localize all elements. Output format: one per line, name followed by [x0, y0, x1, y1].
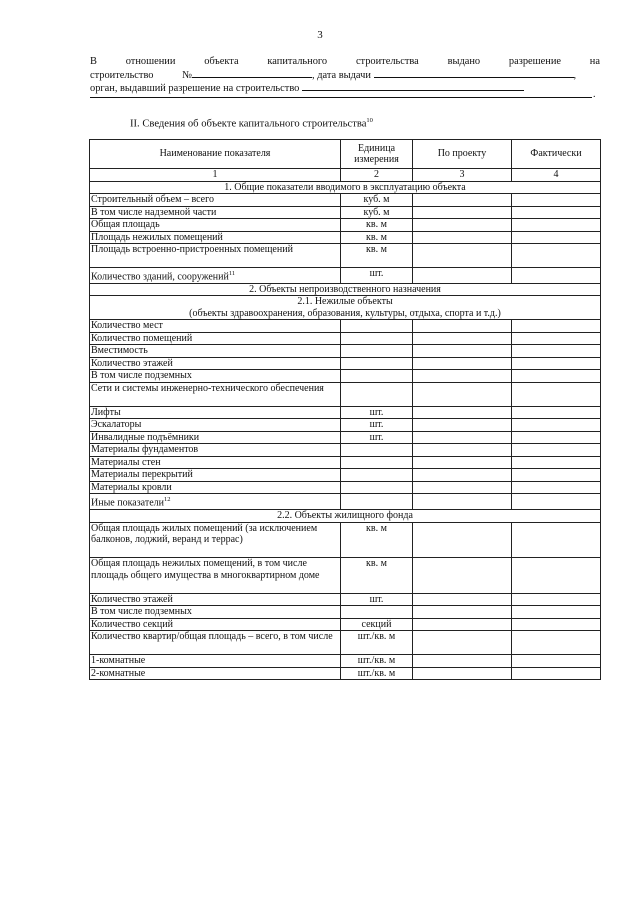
table-row [90, 194, 601, 207]
name-cell [90, 370, 341, 383]
unit-cell [341, 345, 413, 358]
actual-value-cell [512, 494, 601, 510]
header-cell: Единица измерения [341, 140, 413, 169]
name-cell [90, 206, 341, 219]
header-cell: По проекту [413, 140, 512, 169]
indicator-name: Количество этажей [91, 593, 173, 605]
unit-cell [341, 231, 413, 244]
name-cell [90, 606, 341, 619]
actual-value-cell [512, 332, 601, 345]
table-row [90, 370, 601, 383]
actual-value-cell [512, 456, 601, 469]
project-value-cell [413, 606, 512, 619]
project-value-cell [413, 431, 512, 444]
unit-cell [341, 469, 413, 482]
group-title: 1. Общие показатели вводимого в эксплуатацию объекта [90, 181, 601, 194]
indicator-name: Количество мест [91, 320, 163, 332]
footnote-ref: 10 [366, 117, 373, 124]
intro-word: объекта [204, 56, 239, 67]
project-value-cell [413, 406, 512, 419]
actual-value-cell [512, 382, 601, 406]
table-row [90, 469, 601, 482]
group-title: 2.2. Объекты жилищного фонда [90, 510, 601, 523]
permit-number-blank [192, 68, 312, 78]
unit-cell [341, 382, 413, 406]
indicator-name: Сети и системы инженерно-технического обеспечения [91, 382, 324, 394]
indicator-name: Материалы стен [91, 456, 161, 468]
table-header-row [90, 140, 601, 169]
project-value-cell [413, 593, 512, 606]
actual-value-cell [512, 244, 601, 268]
name-cell [90, 406, 341, 419]
actual-value-cell [512, 320, 601, 333]
actual-value-cell [512, 268, 601, 284]
name-cell [90, 481, 341, 494]
table-row [90, 431, 601, 444]
indicator-name: Количество квартир/общая площадь – всего, в том числе [91, 631, 333, 643]
name-cell [90, 618, 341, 631]
unit-cell [341, 593, 413, 606]
number-sign: № [182, 70, 193, 81]
name-cell [90, 631, 341, 655]
unit-label: шт. [369, 406, 384, 418]
unit-label: шт./кв. м [357, 655, 396, 667]
intro-text: орган, выдавший разрешение на строительство [90, 83, 300, 94]
project-value-cell [413, 522, 512, 558]
unit-cell [341, 406, 413, 419]
header-cell: Наименование показателя [90, 140, 341, 169]
indicator-name: Материалы перекрытий [91, 469, 193, 481]
unit-cell [341, 357, 413, 370]
column-number: 2 [341, 169, 413, 182]
project-value-cell [413, 206, 512, 219]
actual-value-cell [512, 357, 601, 370]
project-value-cell [413, 219, 512, 232]
section-title: II. Сведения об объекте капитального строительства$^{10}$ [130, 117, 373, 130]
unit-label: кв. м [366, 244, 387, 255]
group-header-row [90, 283, 601, 296]
table-row [90, 558, 601, 594]
group-title: 2. Объекты непроизводственного назначения [90, 283, 601, 296]
unit-cell [341, 618, 413, 631]
unit-label: шт. [369, 268, 384, 279]
table-row [90, 481, 601, 494]
intro-word: капитального [267, 56, 328, 67]
intro-word: В [90, 56, 97, 67]
project-value-cell [413, 357, 512, 370]
table-row [90, 231, 601, 244]
actual-value-cell [512, 606, 601, 619]
name-cell [90, 494, 341, 510]
project-value-cell [413, 370, 512, 383]
group1-rows [90, 194, 601, 284]
actual-value-cell [512, 431, 601, 444]
table-row [90, 219, 601, 232]
issuing-authority-blank-continued [90, 97, 592, 98]
unit-cell [341, 481, 413, 494]
table-row [90, 332, 601, 345]
intro-text: строительство [90, 70, 154, 81]
indicator-name: Инвалидные подъёмники [91, 431, 200, 443]
indicator-name: Площадь встроенно-пристроенных помещений [91, 244, 293, 255]
unit-label: шт. [369, 431, 384, 443]
issue-date-blank [374, 68, 574, 78]
project-value-cell [413, 481, 512, 494]
unit-cell [341, 332, 413, 345]
actual-value-cell [512, 655, 601, 668]
unit-cell [341, 206, 413, 219]
project-value-cell [413, 456, 512, 469]
name-cell [90, 244, 341, 268]
unit-cell [341, 370, 413, 383]
object-info-table [89, 139, 601, 680]
table-row [90, 444, 601, 457]
table-row [90, 606, 601, 619]
indicator-name: Эскалаторы [91, 419, 142, 431]
table-row [90, 357, 601, 370]
name-cell [90, 522, 341, 558]
unit-label: шт./кв. м [357, 667, 396, 679]
actual-value-cell [512, 469, 601, 482]
table-row [90, 206, 601, 219]
indicator-name: Вместимость [91, 345, 148, 357]
actual-value-cell [512, 558, 601, 594]
actual-value-cell [512, 667, 601, 680]
indicator-name: Строительный объем – всего [91, 194, 214, 205]
project-value-cell [413, 194, 512, 207]
name-cell [90, 419, 341, 432]
unit-cell [341, 522, 413, 558]
indicator-name: Общая площадь жилых помещений (за исключением балконов, лоджий, веранд и террас) [91, 522, 318, 546]
table-row [90, 522, 601, 558]
name-cell [90, 593, 341, 606]
name-cell [90, 320, 341, 333]
unit-label: куб. м [363, 206, 390, 218]
unit-cell [341, 419, 413, 432]
indicator-name: Количество секций [91, 618, 173, 630]
indicator-name: Лифты [91, 406, 121, 418]
name-cell [90, 219, 341, 232]
unit-cell [341, 194, 413, 207]
group-header-row [90, 181, 601, 194]
project-value-cell [413, 419, 512, 432]
actual-value-cell [512, 345, 601, 358]
actual-value-cell [512, 618, 601, 631]
name-cell [90, 357, 341, 370]
header-cell: Фактически [512, 140, 601, 169]
indicator-name: Общая площадь нежилых помещений, в том числе площадь общего имущества в многоквартирном доме [91, 558, 320, 581]
group22-rows [90, 522, 601, 680]
column-number: 1 [90, 169, 341, 182]
indicator-name: В том числе подземных [91, 370, 192, 382]
table-row [90, 244, 601, 268]
project-value-cell [413, 332, 512, 345]
project-value-cell [413, 655, 512, 668]
unit-label: кв. м [366, 558, 387, 570]
table-row [90, 382, 601, 406]
project-value-cell [413, 382, 512, 406]
unit-cell [341, 456, 413, 469]
unit-cell [341, 558, 413, 594]
actual-value-cell [512, 231, 601, 244]
group-header-row [90, 296, 601, 320]
indicator-name: В том числе подземных [91, 606, 192, 618]
intro-text: , [573, 70, 577, 81]
indicator-name: Материалы кровли [91, 481, 172, 493]
table-row [90, 631, 601, 655]
project-value-cell [413, 494, 512, 510]
table-row [90, 320, 601, 333]
intro-text: , дата выдачи [312, 70, 371, 81]
intro-line-1 [90, 56, 600, 68]
name-cell [90, 655, 341, 668]
project-value-cell [413, 268, 512, 284]
project-value-cell [413, 444, 512, 457]
unit-cell [341, 268, 413, 284]
unit-cell [341, 655, 413, 668]
table-row [90, 667, 601, 680]
footnote-ref: 12 [164, 496, 171, 504]
unit-cell [341, 320, 413, 333]
name-cell [90, 558, 341, 594]
table-row [90, 406, 601, 419]
table-row [90, 268, 601, 284]
table-row [90, 456, 601, 469]
project-value-cell [413, 667, 512, 680]
unit-cell [341, 444, 413, 457]
intro-word: отношении [125, 56, 176, 67]
column-number: 3 [413, 169, 512, 182]
name-cell [90, 268, 341, 284]
group-title-line: 2.1. Нежилые объекты [297, 296, 393, 308]
actual-value-cell [512, 370, 601, 383]
unit-label: секций [361, 618, 392, 630]
name-cell [90, 231, 341, 244]
intro-word: выдано [447, 56, 481, 67]
footnote-ref: 11 [228, 270, 236, 277]
unit-label: куб. м [363, 194, 390, 205]
actual-value-cell [512, 194, 601, 207]
line-end-period: . [593, 89, 596, 100]
unit-cell [341, 494, 413, 510]
unit-cell [341, 631, 413, 655]
project-value-cell [413, 244, 512, 268]
actual-value-cell [512, 631, 601, 655]
column-number: 4 [512, 169, 601, 182]
actual-value-cell [512, 522, 601, 558]
group-subtitle-line: (объекты здравоохранения, образования, культуры, отдыха, спорта и т.д.) [189, 307, 501, 319]
indicator-name: Иные показатели [91, 497, 165, 509]
name-cell [90, 332, 341, 345]
name-cell [90, 456, 341, 469]
table-row [90, 618, 601, 631]
indicator-name: 1-комнатные [91, 655, 146, 667]
indicator-name: Количество помещений [91, 332, 193, 344]
actual-value-cell [512, 419, 601, 432]
intro-word: на [589, 56, 600, 67]
project-value-cell [413, 469, 512, 482]
unit-label: шт. [369, 593, 384, 605]
actual-value-cell [512, 481, 601, 494]
intro-word: строительства [355, 56, 419, 67]
unit-label: кв. м [366, 219, 387, 230]
indicator-name: Материалы фундаментов [91, 444, 199, 456]
name-cell [90, 469, 341, 482]
actual-value-cell [512, 593, 601, 606]
indicator-name: В том числе надземной части [91, 206, 217, 218]
name-cell [90, 444, 341, 457]
page-number: 3 [317, 29, 323, 41]
table-row [90, 655, 601, 668]
intro-line-2 [90, 68, 600, 82]
unit-label: шт./кв. м [357, 631, 396, 643]
unit-cell [341, 244, 413, 268]
actual-value-cell [512, 206, 601, 219]
unit-cell [341, 667, 413, 680]
indicator-name: Количество этажей [91, 357, 173, 369]
intro-line-3 [90, 81, 600, 95]
actual-value-cell [512, 444, 601, 457]
indicator-name: Площадь нежилых помещений [91, 231, 223, 243]
actual-value-cell [512, 406, 601, 419]
name-cell [90, 667, 341, 680]
unit-label: кв. м [366, 522, 387, 534]
group-header-row [90, 510, 601, 523]
name-cell [90, 382, 341, 406]
unit-label: шт. [369, 419, 384, 431]
issuing-authority-blank [302, 81, 524, 91]
unit-label: кв. м [366, 231, 387, 243]
project-value-cell [413, 631, 512, 655]
project-value-cell [413, 320, 512, 333]
name-cell [90, 431, 341, 444]
table-row [90, 345, 601, 358]
project-value-cell [413, 231, 512, 244]
table-row [90, 593, 601, 606]
project-value-cell [413, 618, 512, 631]
unit-cell [341, 219, 413, 232]
actual-value-cell [512, 219, 601, 232]
indicator-name: 2-комнатные [91, 667, 146, 679]
indicator-name: Количество зданий, сооружений [91, 271, 229, 283]
group-title [90, 296, 601, 320]
project-value-cell [413, 558, 512, 594]
unit-cell [341, 606, 413, 619]
table-row [90, 419, 601, 432]
column-number-row [90, 169, 601, 182]
indicator-name: Общая площадь [91, 219, 160, 230]
name-cell [90, 345, 341, 358]
table-row [90, 494, 601, 510]
group21-rows [90, 320, 601, 510]
name-cell [90, 194, 341, 207]
intro-word: разрешение [508, 56, 561, 67]
project-value-cell [413, 345, 512, 358]
unit-cell [341, 431, 413, 444]
